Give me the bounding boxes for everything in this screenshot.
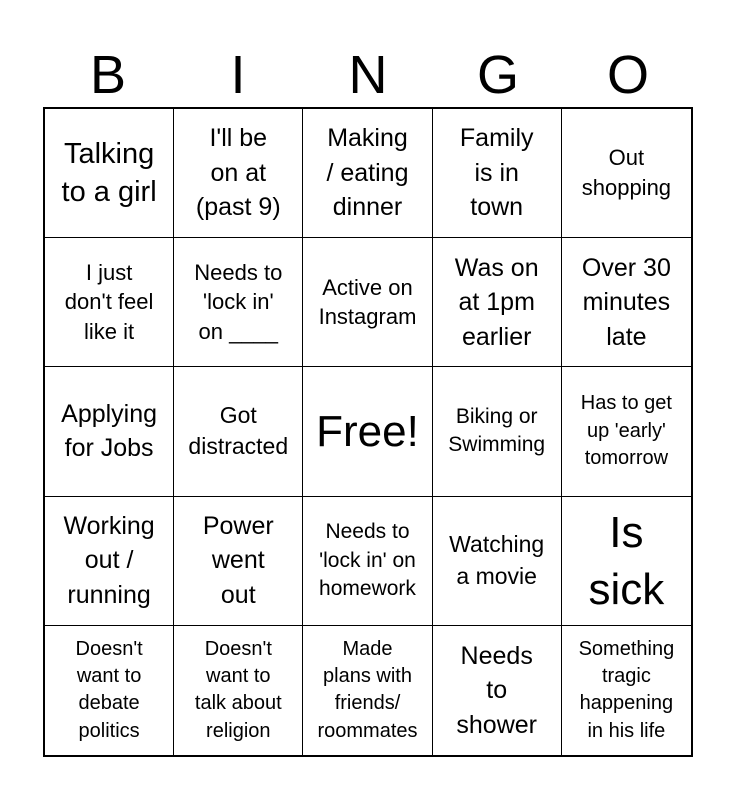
header-letter-g: G: [476, 45, 519, 105]
bingo-cell-text: Family is in town: [459, 124, 534, 222]
bingo-cell-text: Biking or Swimming: [448, 405, 546, 457]
bingo-cell-text: Working out / running: [63, 511, 155, 609]
bingo-cell-text: Needs to 'lock in' on ____: [194, 259, 283, 345]
bingo-cell[interactable]: [45, 626, 174, 755]
bingo-cell[interactable]: [433, 109, 562, 238]
bingo-cell-text: Has to get up 'early' tomorrow: [580, 392, 672, 470]
bingo-cell[interactable]: [174, 238, 303, 367]
bingo-cell-text: Made plans with friends/ roommates: [317, 637, 418, 742]
header-letter-i: I: [230, 45, 246, 105]
bingo-cell-text: Doesn't want to debate politics: [75, 637, 143, 742]
bingo-cell-text: I'll be on at (past 9): [195, 124, 281, 222]
bingo-cell[interactable]: [433, 238, 562, 367]
bingo-cell[interactable]: [45, 367, 174, 496]
bingo-cell-text: Got distracted: [188, 401, 289, 460]
bingo-cell[interactable]: [45, 238, 174, 367]
free-space-text: Free!: [316, 406, 419, 456]
bingo-cell[interactable]: [433, 497, 562, 626]
bingo-cell[interactable]: [562, 367, 691, 496]
bingo-cell-text: I just don't feel like it: [64, 259, 154, 345]
bingo-cell[interactable]: [562, 238, 691, 367]
bingo-header: [43, 44, 693, 106]
bingo-cell[interactable]: [174, 497, 303, 626]
bingo-cell[interactable]: [303, 109, 432, 238]
bingo-cell-text: Doesn't want to talk about religion: [194, 637, 282, 742]
bingo-cell[interactable]: [433, 367, 562, 496]
bingo-cell[interactable]: [174, 109, 303, 238]
bingo-cell[interactable]: [174, 626, 303, 755]
bingo-cell[interactable]: [45, 497, 174, 626]
bingo-cell-text: Watching a movie: [449, 530, 545, 589]
bingo-cell[interactable]: [303, 626, 432, 755]
bingo-board: [43, 107, 693, 757]
bingo-cell[interactable]: [45, 109, 174, 238]
header-letter-o: O: [606, 45, 649, 105]
bingo-cell-text: Out shopping: [581, 145, 672, 201]
bingo-cell-text: Making / eating dinner: [326, 124, 409, 222]
bingo-cell-text: Needs to 'lock in' on homework: [319, 520, 416, 600]
bingo-cell[interactable]: [562, 497, 691, 626]
bingo-cell[interactable]: [303, 497, 432, 626]
bingo-cell-text: Was on at 1pm earlier: [454, 253, 539, 351]
bingo-cell-text: Talking to a girl: [61, 137, 157, 209]
header-letter-b: B: [89, 45, 127, 105]
free-space[interactable]: [303, 367, 432, 496]
bingo-cell-text: Needs to shower: [456, 641, 537, 739]
header-letter-n: N: [348, 45, 388, 105]
bingo-cell[interactable]: [562, 626, 691, 755]
bingo-cell-text: Something tragic happening in his life: [578, 637, 675, 742]
bingo-cell[interactable]: [174, 367, 303, 496]
bingo-cell[interactable]: [303, 238, 432, 367]
bingo-cell[interactable]: [562, 109, 691, 238]
bingo-cell-text: Power went out: [202, 511, 274, 609]
bingo-cell-text: Over 30 minutes late: [581, 253, 671, 351]
bingo-cell-text: Is sick: [588, 507, 665, 614]
bingo-cell-text: Active on Instagram: [318, 274, 417, 330]
bingo-cell-text: Applying for Jobs: [61, 399, 158, 463]
bingo-cell[interactable]: [433, 626, 562, 755]
